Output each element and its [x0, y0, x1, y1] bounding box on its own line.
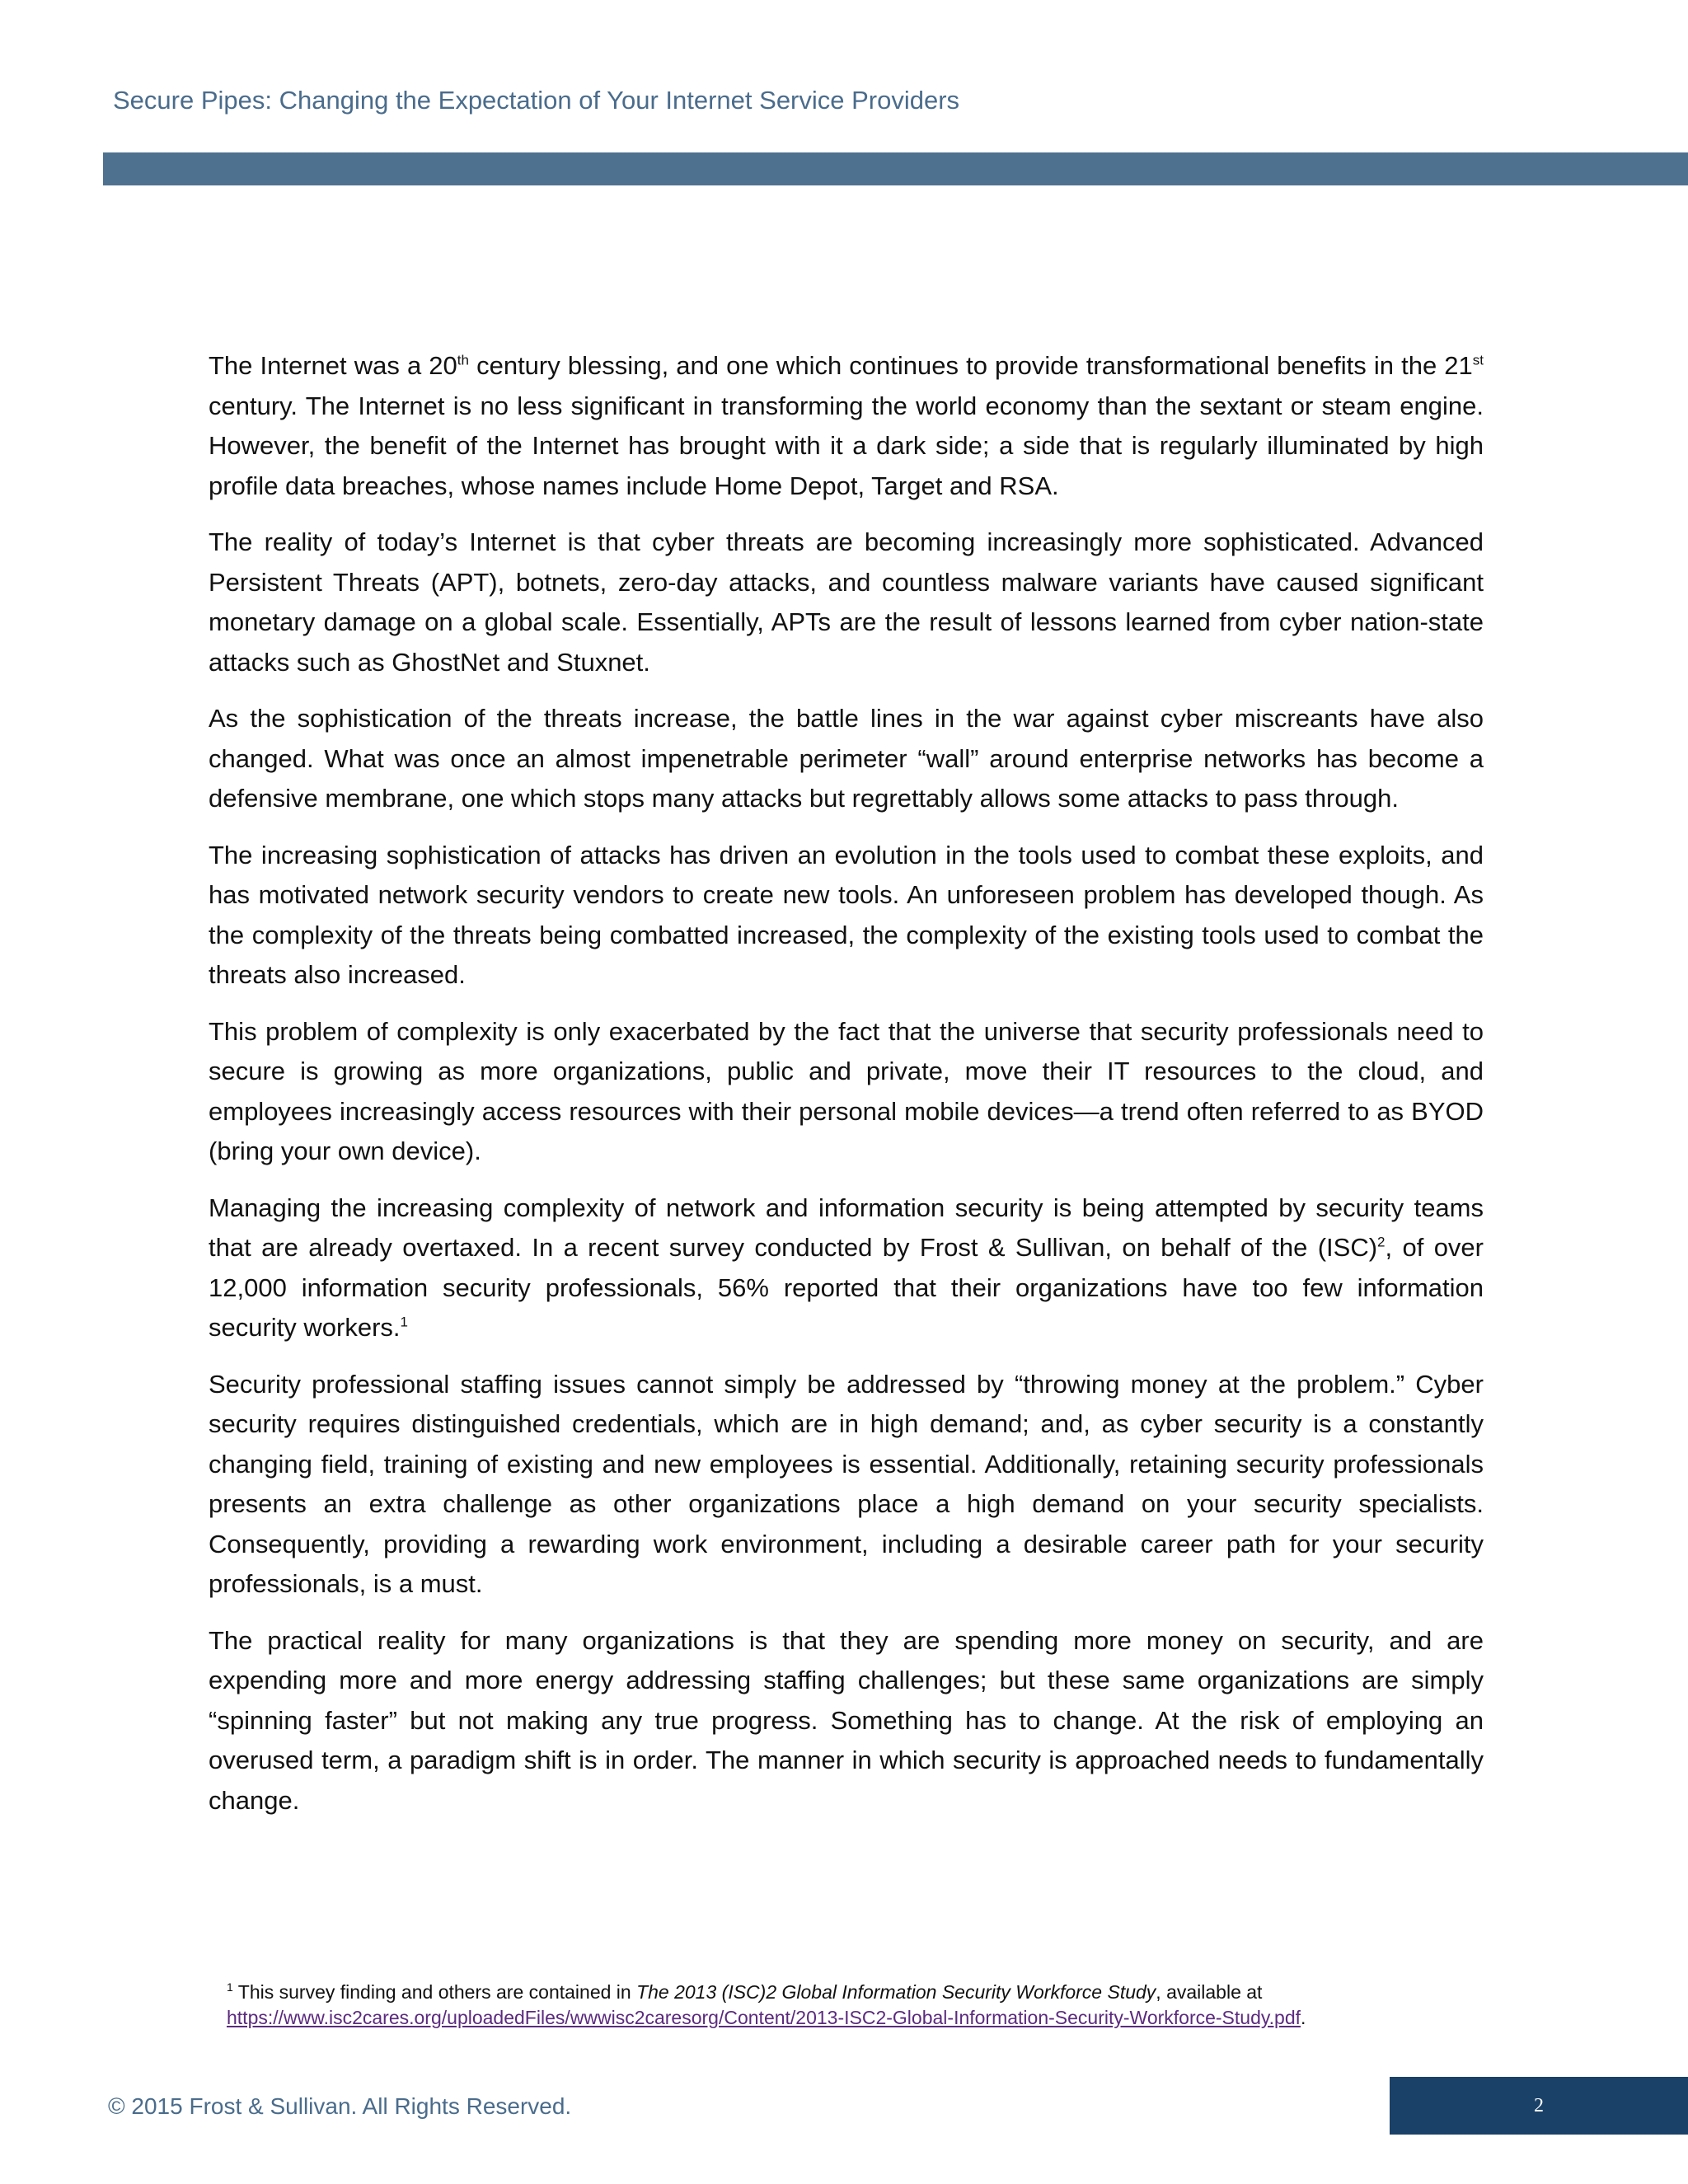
page-number: 2 — [1534, 2094, 1544, 2116]
footnote-text: This survey finding and others are contained in — [237, 1981, 637, 2003]
footnote-study-title: The 2013 (ISC)2 Global Information Security Workforce Study — [636, 1981, 1156, 2003]
paragraph-text: Managing the increasing complexity of network and information security is being attempted by security teams that are already overtaxed. In a recent survey conducted by Frost & Sullivan, on behalf of the (ISC) — [209, 1193, 1484, 1262]
paragraph: The reality of today’s Internet is that cyber threats are becoming increasingly more sophisticated. Advanced Persistent Threats (APT), botnets, zero-day attacks, and countless malware variants have caused significant monetary damage on a global scale. Essentially, APTs are the result of lessons learned from cyber nation-state attacks such as GhostNet and Stuxnet. — [209, 527, 1484, 677]
superscript: 2 — [1377, 1234, 1386, 1250]
paragraph-text: The Internet was a 20 — [209, 351, 457, 380]
header-bar — [103, 152, 1688, 185]
superscript: st — [1472, 352, 1484, 368]
page-number-box — [1390, 2077, 1688, 2135]
footnote-link[interactable]: https://www.isc2cares.org/uploadedFiles/wwwisc2caresorg/Content/2013-ISC2-Global-Information-Security-Workforce-Study.pdf — [227, 2007, 1301, 2028]
footnote-ref[interactable]: 1 — [400, 1314, 409, 1330]
paragraph: Security professional staffing issues cannot simply be addressed by “throwing money at the problem.” Cyber security requires distinguished credentials, which are in high demand; and, as cyber security is a constantly changing field, training of existing and new employees is essential. Additionally, retaining security professionals presents an extra challenge as other organizations place a high demand on your security specialists. Consequently, providing a rewarding work environment, including a desirable career path for your security professionals, is a must. — [209, 1369, 1484, 1598]
footnote-marker: 1 — [227, 1980, 233, 1994]
footnote — [227, 1980, 1381, 2031]
paragraph-text: , of over 12,000 information security professionals, 56% reported that their organizations have too few information security workers. — [209, 1233, 1484, 1342]
paragraph: This problem of complexity is only exacerbated by the fact that the universe that security professionals need to secure is growing as more organizations, public and private, move their IT resources to the cloud, and employees increasingly access resources with their personal mobile devices—a trend often referred to as BYOD (bring your own device). — [209, 1016, 1484, 1165]
footnote-text: , available at — [1156, 1981, 1263, 2003]
superscript: th — [457, 352, 469, 368]
paragraph: As the sophistication of the threats increase, the battle lines in the war against cyber miscreants have also changed. What was once an almost impenetrable perimeter “wall” around enterprise networks has become a defensive membrane, one which stops many attacks but regrettably allows some attacks to pass through. — [209, 704, 1484, 813]
footnote-text: . — [1301, 2007, 1306, 2028]
document-header-title: Secure Pipes: Changing the Expectation of Your Internet Service Providers — [113, 86, 960, 115]
paragraph — [209, 346, 1484, 506]
paragraph: The practical reality for many organizations is that they are spending more money on security, and are expending more and more energy addressing staffing challenges; but these same organizations are simply “spinning faster” but not making any true progress. Something has to change. At the risk of employing an overused term, a paradigm shift is in order. The manner in which security is approached needs to fundamentally change. — [209, 1625, 1484, 1815]
paragraph-text: century blessing, and one which continues to provide transformational benefits in the 21 — [468, 351, 1473, 380]
paragraph: The increasing sophistication of attacks has driven an evolution in the tools used to combat these exploits, and has motivated network security vendors to create new tools. An unforeseen problem has developed though. As the complexity of the threats being combatted increased, the complexity of the existing tools used to combat the threats also increased. — [209, 840, 1484, 989]
footer-copyright: © 2015 Frost & Sullivan. All Rights Reserved. — [108, 2093, 572, 2119]
document-body — [209, 346, 1484, 1837]
paragraph — [209, 1188, 1484, 1348]
paragraph-text: century. The Internet is no less significant in transforming the world economy than the sextant or steam engine. However, the benefit of the Internet has brought with it a dark side; a side that is regularly illuminated by high profile data breaches, whose names include Home Depot, Target and RSA. — [209, 391, 1484, 500]
